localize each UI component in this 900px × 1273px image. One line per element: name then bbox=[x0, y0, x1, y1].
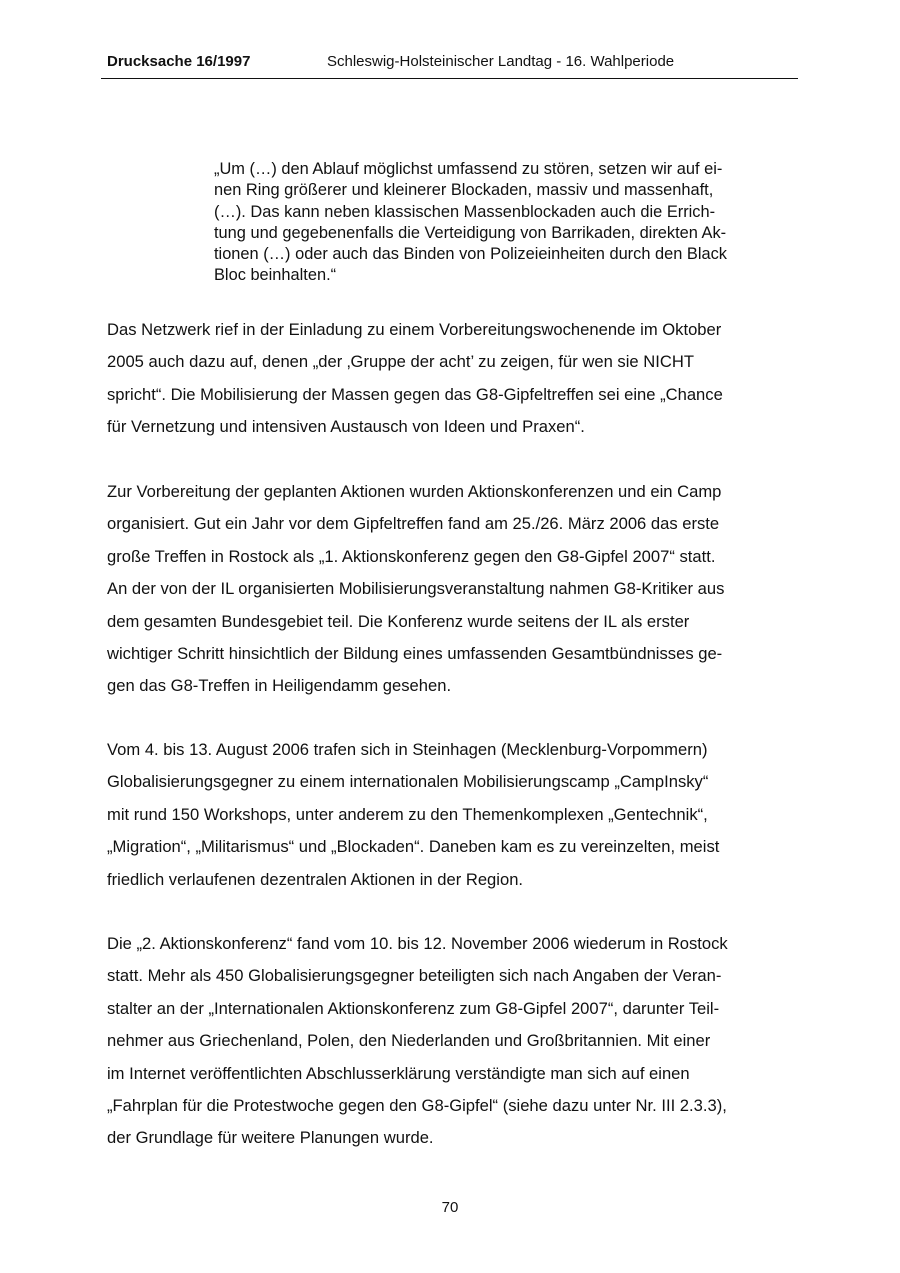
quote-line: tung und gegebenenfalls die Verteidigung von Barrikaden, direkten Ak- bbox=[214, 223, 727, 242]
text-line: wichtiger Schritt hinsichtlich der Bildung eines umfassenden Gesamtbündnisses ge- bbox=[107, 644, 723, 664]
text-line: für Vernetzung und intensiven Austausch von Ideen und Praxen“. bbox=[107, 417, 585, 437]
quote-line: nen Ring größerer und kleinerer Blockaden, massiv und massenhaft, bbox=[214, 181, 714, 200]
paragraph-mobilization-camp bbox=[107, 734, 797, 896]
text-line: mit rund 150 Workshops, unter anderem zu den Themenkomplexen „Gentechnik“, bbox=[107, 804, 708, 824]
quote-line: tionen (…) oder auch das Binden von Polizeieinheiten durch den Black bbox=[214, 245, 727, 264]
quote-line: „Um (…) den Ablauf möglichst umfassend zu stören, setzen wir auf ei- bbox=[214, 160, 723, 178]
paragraph-first-action-conference bbox=[107, 476, 797, 703]
text-line: statt. Mehr als 450 Globalisierungsgegner beteiligten sich nach Angaben der Veran- bbox=[107, 966, 722, 986]
text-line: „Fahrplan für die Protestwoche gegen den G8-Gipfel“ (siehe dazu unter Nr. III 2.3.3), bbox=[107, 1096, 727, 1116]
quote-line: Bloc beinhalten.“ bbox=[214, 266, 337, 285]
text-line: große Treffen in Rostock als „1. Aktionskonferenz gegen den G8-Gipfel 2007“ statt. bbox=[107, 546, 716, 566]
text-line: stalter an der „Internationalen Aktionskonferenz zum G8-Gipfel 2007“, darunter Teil- bbox=[107, 998, 720, 1018]
block-quote bbox=[214, 159, 792, 287]
page-header bbox=[101, 52, 798, 79]
text-line: Das Netzwerk rief in der Einladung zu einem Vorbereitungswochenende im Oktober bbox=[107, 320, 722, 339]
quote-line: (…). Das kann neben klassischen Massenblockaden auch die Errich- bbox=[214, 202, 716, 221]
text-line: Zur Vorbereitung der geplanten Aktionen wurden Aktionskonferenzen und ein Camp bbox=[107, 482, 722, 501]
text-line: „Migration“, „Militarismus“ und „Blockaden“. Daneben kam es zu vereinzelten, meist bbox=[107, 837, 720, 857]
text-line: friedlich verlaufenen dezentralen Aktionen in der Region. bbox=[107, 869, 524, 889]
text-line: An der von der IL organisierten Mobilisierungsveranstaltung nahmen G8-Kritiker aus bbox=[107, 579, 725, 599]
paragraph-second-action-conference bbox=[107, 928, 797, 1155]
text-line: der Grundlage für weitere Planungen wurde. bbox=[107, 1128, 434, 1148]
text-line: organisiert. Gut ein Jahr vor dem Gipfeltreffen fand am 25./26. März 2006 das erste bbox=[107, 514, 720, 534]
page-number: 70 bbox=[441, 1199, 459, 1216]
paragraph-network-invitation bbox=[107, 314, 797, 444]
text-line: Die „2. Aktionskonferenz“ fand vom 10. bis 12. November 2006 wiederum in Rostock bbox=[107, 934, 728, 953]
text-line: spricht“. Die Mobilisierung der Massen gegen das G8-Gipfeltreffen sei eine „Chance bbox=[107, 384, 723, 404]
text-line: dem gesamten Bundesgebiet teil. Die Konferenz wurde seitens der IL als erster bbox=[107, 611, 690, 631]
text-line: Globalisierungsgegner zu einem internationalen Mobilisierungscamp „CampInsky“ bbox=[107, 772, 709, 792]
text-line: nehmer aus Griechenland, Polen, den Niederlanden und Großbritannien. Mit einer bbox=[107, 1031, 711, 1051]
text-line: 2005 auch dazu auf, denen „der ‚Gruppe der acht’ zu zeigen, für wen sie NICHT bbox=[107, 352, 694, 372]
text-line: Vom 4. bis 13. August 2006 trafen sich in Steinhagen (Mecklenburg-Vorpommern) bbox=[107, 740, 708, 759]
document-number: Drucksache 16/1997 bbox=[107, 53, 251, 70]
text-line: gen das G8-Treffen in Heiligendamm gesehen. bbox=[107, 676, 452, 696]
document-source: Schleswig-Holsteinischer Landtag - 16. Wahlperiode bbox=[327, 53, 675, 70]
text-line: im Internet veröffentlichten Abschlusserklärung verständigte man sich auf einen bbox=[107, 1063, 690, 1083]
